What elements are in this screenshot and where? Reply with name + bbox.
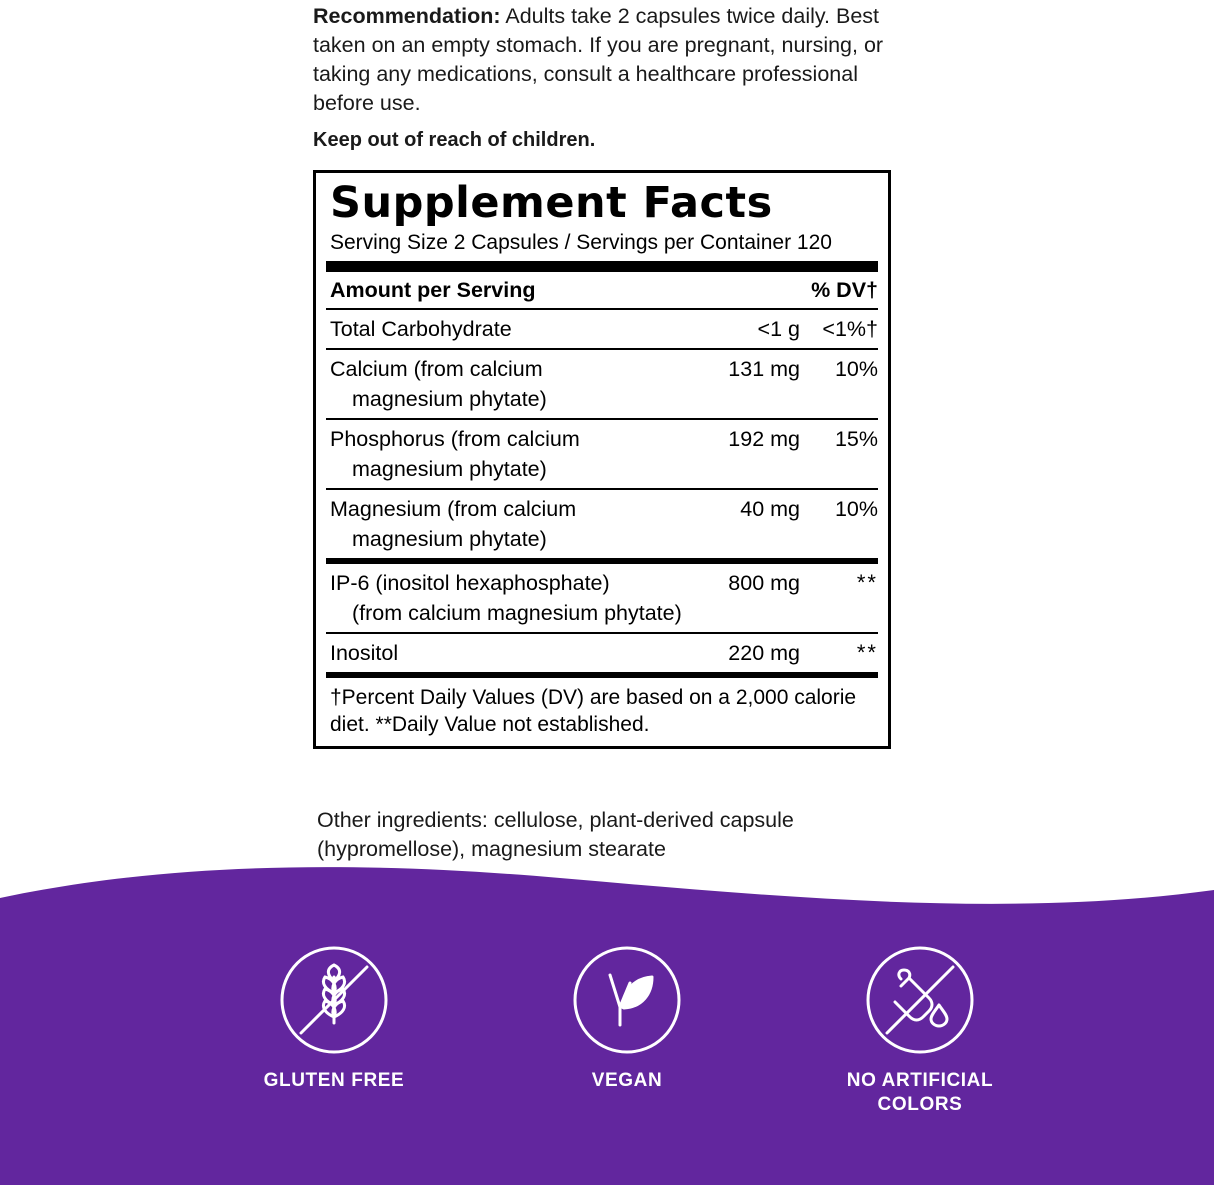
nutrient-dv: ** (856, 570, 878, 595)
table-row (316, 310, 888, 348)
nutrient-name-line2: magnesium phytate) (352, 387, 547, 411)
nutrient-name-line2: (from calcium magnesium phytate) (352, 601, 682, 625)
gluten-free-icon (279, 945, 389, 1055)
badge-vegan (532, 945, 722, 1117)
nutrient-amount: 800 mg (728, 571, 800, 595)
recommendation-body: Adults take 2 capsules twice daily. Best taken on an empty stomach. If you are pregnant, nursing, or taking any medications, consult a healthcare professional before use. (313, 4, 884, 115)
table-row (316, 350, 888, 418)
nutrient-name-line1: Calcium (from calcium (330, 357, 543, 381)
certification-badges (0, 945, 1214, 1117)
nutrient-name-line2: magnesium phytate) (352, 457, 547, 481)
vegan-leaf-icon (572, 945, 682, 1055)
nutrient-dv: 10% (834, 497, 878, 521)
table-header-row (316, 272, 888, 308)
keep-out-of-reach-warning: Keep out of reach of children. (313, 129, 596, 151)
nutrient-dv: <1%† (822, 317, 878, 341)
nutrient-amount: 220 mg (728, 641, 800, 665)
nutrient-name: Total Carbohydrate (330, 317, 512, 341)
divider-thick-top (326, 261, 878, 272)
no-artificial-colors-icon (865, 945, 975, 1055)
nutrient-name-line1: IP-6 (inositol hexaphosphate) (330, 571, 610, 595)
table-row (316, 634, 888, 672)
table-row (316, 490, 888, 558)
nutrient-name: Inositol (330, 641, 399, 665)
nutrient-name (330, 494, 708, 554)
daily-value-footnote: †Percent Daily Values (DV) are based on a 2,000 calorie diet. **Daily Value not established. (330, 686, 857, 736)
nutrient-name (330, 424, 708, 484)
nutrient-name-line1: Magnesium (from calcium (330, 497, 577, 521)
badge-no-artificial-colors (825, 945, 1015, 1117)
supplement-facts-panel (313, 170, 891, 749)
badge-label: GLUTEN FREE (263, 1070, 405, 1091)
nutrient-dv: ** (856, 640, 878, 665)
serving-size-text: Serving Size 2 Capsules / Servings per Container 120 (330, 231, 832, 254)
nutrient-amount: 131 mg (728, 357, 800, 381)
nutrient-amount: <1 g (757, 317, 800, 341)
amount-per-serving-header: Amount per Serving (330, 278, 536, 302)
badge-gluten-free (239, 945, 429, 1117)
table-row (316, 420, 888, 488)
dv-header: % DV† (811, 278, 878, 302)
recommendation-paragraph (313, 0, 913, 118)
nutrient-amount: 192 mg (728, 427, 800, 451)
supplement-facts-title: Supplement Facts (330, 178, 773, 228)
nutrient-name (330, 354, 708, 414)
nutrient-amount: 40 mg (740, 497, 800, 521)
nutrient-dv: 10% (834, 357, 878, 381)
nutrient-name-line2: magnesium phytate) (352, 527, 547, 551)
other-ingredients-text: Other ingredients: cellulose, plant-derived capsule (hypromellose), magnesium stearate (317, 808, 794, 861)
table-row (316, 564, 888, 632)
badge-label: NO ARTIFICIAL COLORS (846, 1070, 994, 1115)
nutrient-dv: 15% (834, 427, 878, 451)
nutrient-name (330, 568, 708, 628)
badge-label: VEGAN (591, 1070, 663, 1091)
recommendation-block (313, 0, 913, 153)
recommendation-label: Recommendation: (313, 4, 501, 28)
nutrient-name-line1: Phosphorus (from calcium (330, 427, 580, 451)
